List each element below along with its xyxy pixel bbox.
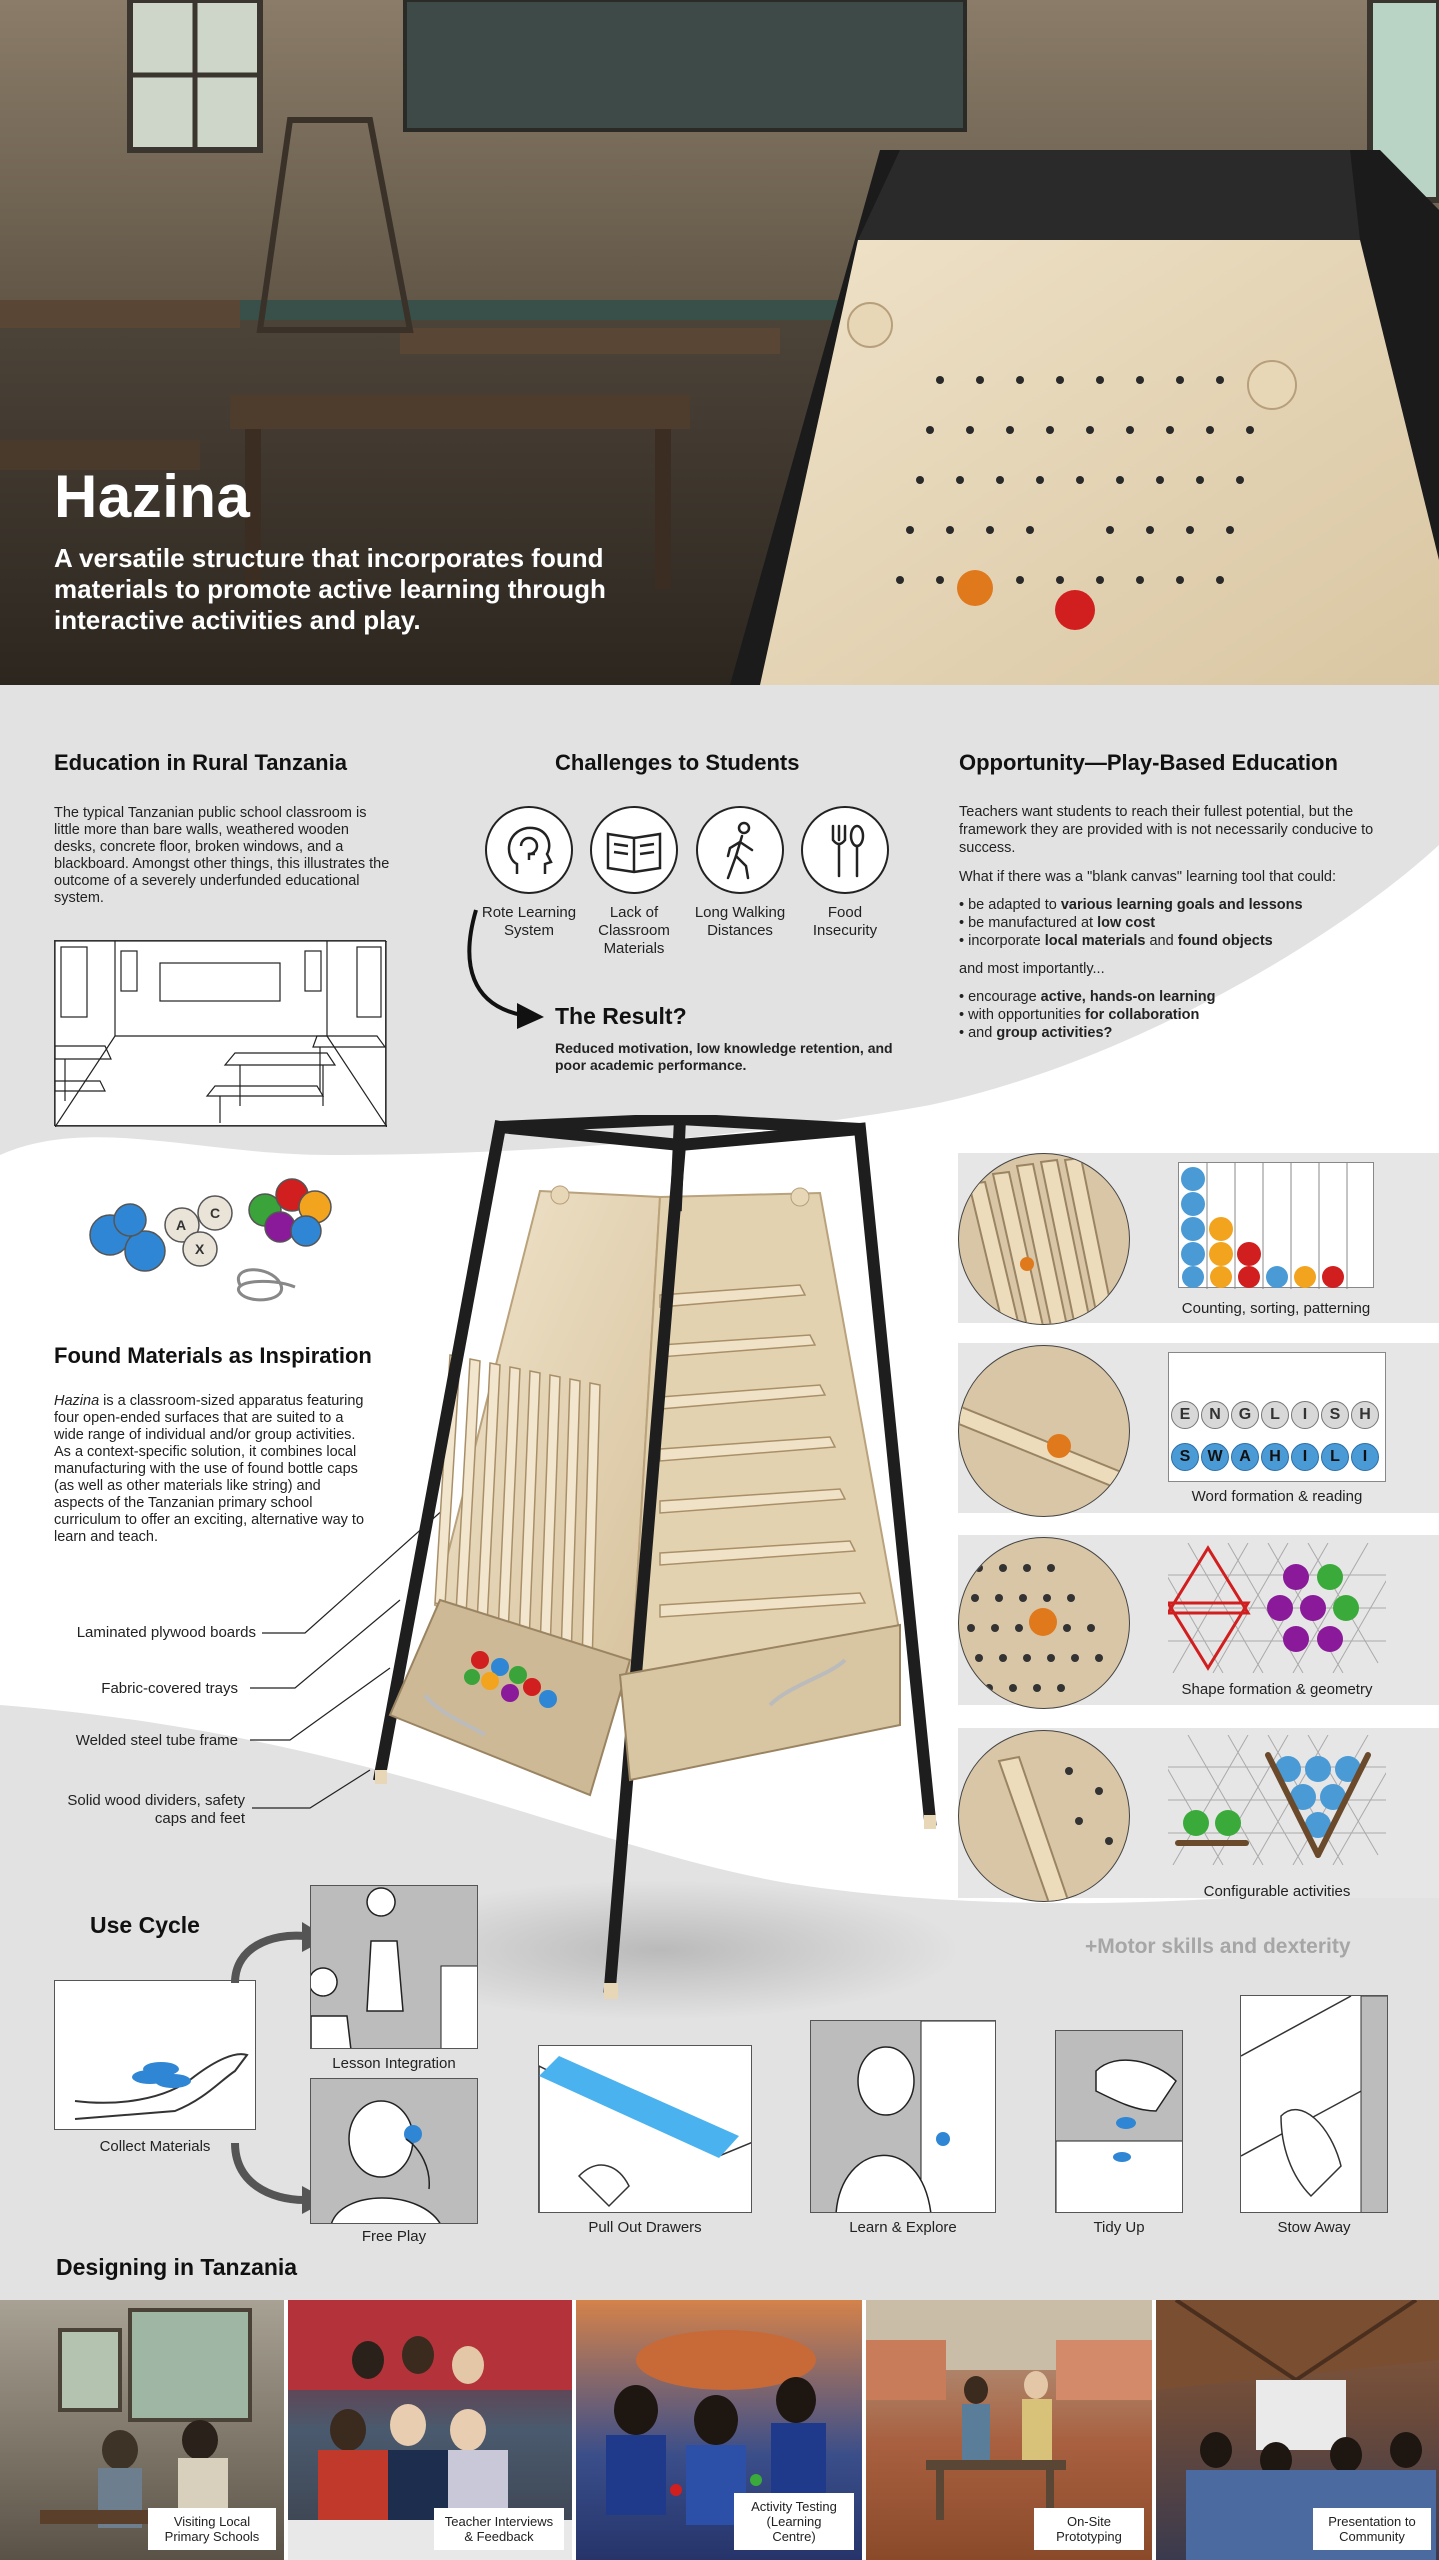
svg-text:X: X	[195, 1241, 205, 1257]
callout-trays: Fabric-covered trays	[101, 1680, 238, 1697]
photo-caption-visiting: Visiting Local Primary Schools	[148, 2508, 276, 2550]
activity-thumb-slats	[958, 1153, 1130, 1325]
education-body: The typical Tanzanian public school classroom is little more than bare walls, weathered wooden desks, concrete floor, broken windows, and a blackboard. Amongst other things, this illustrates the outcome of a severely underfunded educational system.	[54, 805, 390, 906]
list-item: • incorporate local materials and found objects	[959, 933, 1273, 949]
letter-cap: L	[1261, 1401, 1289, 1429]
activity-caption-words: Word formation & reading	[1191, 1488, 1363, 1505]
word-diagram	[1168, 1352, 1386, 1482]
activity-caption-configurable: Configurable activities	[1203, 1883, 1351, 1900]
challenge-label-materials: Lack of Classroom Materials	[598, 904, 670, 957]
callout-dividers: Solid wood dividers, safety caps and feet	[67, 1792, 245, 1827]
hero-banner	[0, 0, 1439, 685]
counting-diagram	[1178, 1162, 1374, 1288]
list-item: • and group activities?	[959, 1025, 1113, 1041]
photo-caption-prototyping: On-Site Prototyping	[1034, 2508, 1144, 2550]
opportunity-heading: Opportunity—Play-Based Education	[959, 750, 1338, 775]
opportunity-p3: and most importantly...	[959, 961, 1105, 977]
letter-cap: I	[1291, 1401, 1319, 1429]
photo-caption-testing: Activity Testing (Learning Centre)	[734, 2493, 854, 2550]
activity-thumb-shelf	[958, 1345, 1130, 1517]
svg-text:C: C	[210, 1205, 221, 1221]
list-item: • be adapted to various learning goals and lessons	[959, 897, 1303, 913]
teacher-illustration	[311, 1886, 478, 2049]
activity-caption-shapes: Shape formation & geometry	[1181, 1681, 1373, 1698]
callout-plywood: Laminated plywood boards	[76, 1624, 256, 1641]
challenge-item-rote	[485, 806, 573, 894]
list-item: • with opportunities for collaboration	[959, 1007, 1200, 1023]
hero-subtitle: A versatile structure that incorporates found materials to promote active learning through interactive activities and play.	[54, 543, 606, 635]
word-english	[1171, 1401, 1379, 1429]
list-item: • encourage active, hands-on learning	[959, 989, 1216, 1005]
challenge-label-food: Food Insecurity	[812, 904, 878, 939]
challenge-item-distance	[696, 806, 784, 894]
child-board-illustration	[811, 2021, 996, 2213]
letter-cap: L	[1321, 1443, 1349, 1471]
child-playing-illustration	[311, 2079, 478, 2224]
step-learn-explore	[810, 2020, 996, 2213]
found-body: Hazina is a classroom-sized apparatus featuring four open-ended surfaces that are suited to a wide range of individual and/or group activities. As a context-specific solution, it combines local manufacturing with the use of found bottle caps (as well as other materials like string) and aspects of the Tanzanian primary school curriculum to offer an exciting, alternative way to learn and teach.	[54, 1393, 365, 1545]
opportunity-list-2	[959, 988, 1379, 1042]
step-lesson-integration	[310, 1885, 478, 2049]
stow-away-illustration	[1241, 1996, 1388, 2213]
counting-columns	[1179, 1163, 1375, 1289]
letter-cap: I	[1291, 1443, 1319, 1471]
walking-person-icon	[698, 808, 782, 892]
letter-cap: A	[1231, 1443, 1259, 1471]
fork-spoon-icon	[803, 808, 887, 892]
step-free-play	[310, 2078, 478, 2224]
pegboard-closeup	[959, 1538, 1130, 1709]
letter-cap: W	[1201, 1443, 1229, 1471]
opportunity-p1: Teachers want students to reach their fullest potential, but the framework they are provided with is not necessarily conducive to success.	[959, 804, 1374, 856]
hero-title: Hazina	[54, 463, 251, 530]
challenge-item-food	[801, 806, 889, 894]
opportunity-p2: What if there was a "blank canvas" learning tool that could:	[959, 869, 1337, 885]
letter-cap: E	[1171, 1401, 1199, 1429]
opportunity-list-1	[959, 896, 1379, 950]
letter-cap: S	[1321, 1401, 1349, 1429]
step-label-tidy: Tidy Up	[1093, 2219, 1145, 2236]
step-label-learn: Learn & Explore	[849, 2219, 957, 2236]
letter-cap: I	[1351, 1443, 1379, 1471]
opportunity-text	[959, 803, 1379, 1042]
found-materials-caps-illustration	[70, 1165, 360, 1320]
activity-thumb-pegboard	[958, 1537, 1130, 1709]
step-pull-out-drawers	[538, 2045, 752, 2213]
challenges-heading: Challenges to Students	[555, 750, 800, 775]
list-item: • be manufactured at low cost	[959, 915, 1156, 931]
challenge-item-materials	[590, 806, 678, 894]
challenge-label-distance: Long Walking Distances	[694, 904, 786, 939]
divider-closeup	[959, 1731, 1130, 1902]
svg-text:A: A	[176, 1217, 187, 1233]
configurable-diagram	[1168, 1735, 1386, 1865]
activity-caption-counting: Counting, sorting, patterning	[1181, 1300, 1371, 1317]
letter-cap: N	[1201, 1401, 1229, 1429]
photo-caption-interviews: Teacher Interviews & Feedback	[434, 2508, 564, 2550]
step-label-freeplay: Free Play	[361, 2228, 427, 2245]
motor-skills-note: +Motor skills and dexterity	[1085, 1935, 1351, 1958]
shelf-closeup	[959, 1346, 1130, 1517]
photo-onsite-prototyping	[866, 2300, 1152, 2560]
found-heading: Found Materials as Inspiration	[54, 1343, 372, 1368]
challenge-label-rote: Rote Learning System	[481, 904, 577, 939]
letter-cap: H	[1351, 1401, 1379, 1429]
photo-activity-testing	[576, 2300, 862, 2560]
photo-teacher-interviews	[288, 2300, 572, 2560]
letter-cap: G	[1231, 1401, 1259, 1429]
slats-closeup	[959, 1154, 1130, 1325]
step-label-collect: Collect Materials	[99, 2138, 211, 2155]
word-swahili	[1171, 1443, 1379, 1471]
drawer-illustration	[539, 2046, 752, 2213]
classroom-line-drawing	[55, 941, 387, 1127]
photo-presentation-community	[1156, 2300, 1439, 2560]
photo-caption-presentation: Presentation to Community	[1313, 2508, 1431, 2550]
step-tidy-up	[1055, 2030, 1183, 2213]
hand-dropping-cap-illustration	[1056, 2031, 1183, 2213]
result-arrow-icon	[462, 905, 547, 1030]
head-cycle-icon	[487, 808, 571, 892]
education-heading: Education in Rural Tanzania	[54, 750, 347, 775]
letter-cap: H	[1261, 1443, 1289, 1471]
step-label-drawers: Pull Out Drawers	[588, 2219, 702, 2236]
classroom-sketch	[54, 940, 386, 1126]
shape-geometry-diagram	[1168, 1543, 1386, 1673]
callout-frame: Welded steel tube frame	[75, 1732, 238, 1749]
activity-thumb-divider	[958, 1730, 1130, 1902]
designing-heading: Designing in Tanzania	[56, 2254, 298, 2280]
result-body: Reduced motivation, low knowledge retention, and poor academic performance.	[555, 1040, 893, 1073]
step-label-stow: Stow Away	[1277, 2219, 1351, 2236]
photo-visiting-schools	[0, 2300, 284, 2560]
letter-cap: S	[1171, 1443, 1199, 1471]
open-book-icon	[592, 808, 676, 892]
step-label-lesson: Lesson Integration	[332, 2055, 456, 2072]
use-cycle-heading: Use Cycle	[90, 1912, 200, 1938]
result-heading: The Result?	[555, 1003, 687, 1029]
step-stow-away	[1240, 1995, 1388, 2213]
